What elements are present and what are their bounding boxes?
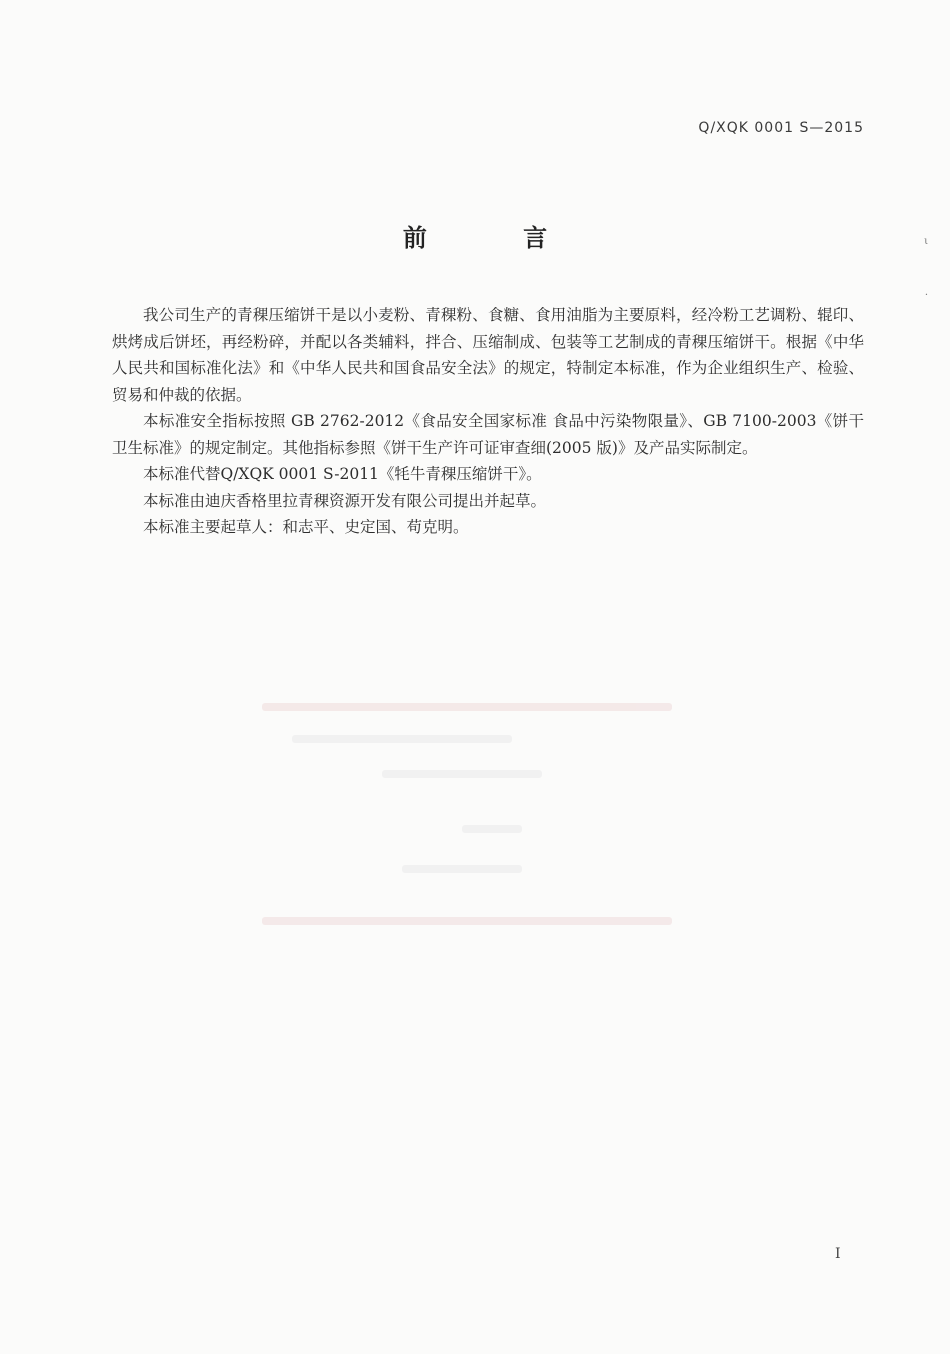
scan-margin-mark: · [924,290,928,301]
paragraph-safety-indicators: 本标准安全指标按照 GB 2762-2012《食品安全国家标准 食品中污染物限量》、GB 7100-2003《饼干卫生标准》的规定制定。其他指标参照《饼干生产许可证审查细(2005 版)》及产品实际制定。 [112,412,864,457]
bleed-through-stamp [262,695,682,930]
scan-margin-mark: ι [924,236,928,247]
standard-code: Q/XQK 0001 S—2015 [698,120,864,136]
paragraph-drafters: 本标准主要起草人：和志平、史定国、苟克明。 [143,518,469,536]
page-title: 前 言 [402,224,592,252]
paragraph-proposer: 本标准由迪庆香格里拉青稞资源开发有限公司提出并起草。 [143,491,547,510]
page-number: I [835,1246,841,1262]
paragraph-replacement: 本标准代替Q/XQK 0001 S-2011《牦牛青稞压缩饼干》。 [143,465,542,483]
preface-body [112,302,864,541]
paragraph-intro: 我公司生产的青稞压缩饼干是以小麦粉、青稞粉、食糖、食用油脂为主要原料，经冷粉工艺调粉、辊印、烘烤成后饼坯，再经粉碎，并配以各类辅料，拌合、压缩制成、包装等工艺制成的青稞压缩饼干。根据《中华人民共和国标准化法》和《中华人民共和国食品安全法》的规定，特制定本标准，作为企业组织生产、检验、贸易和仲裁的依据。 [112,306,864,404]
